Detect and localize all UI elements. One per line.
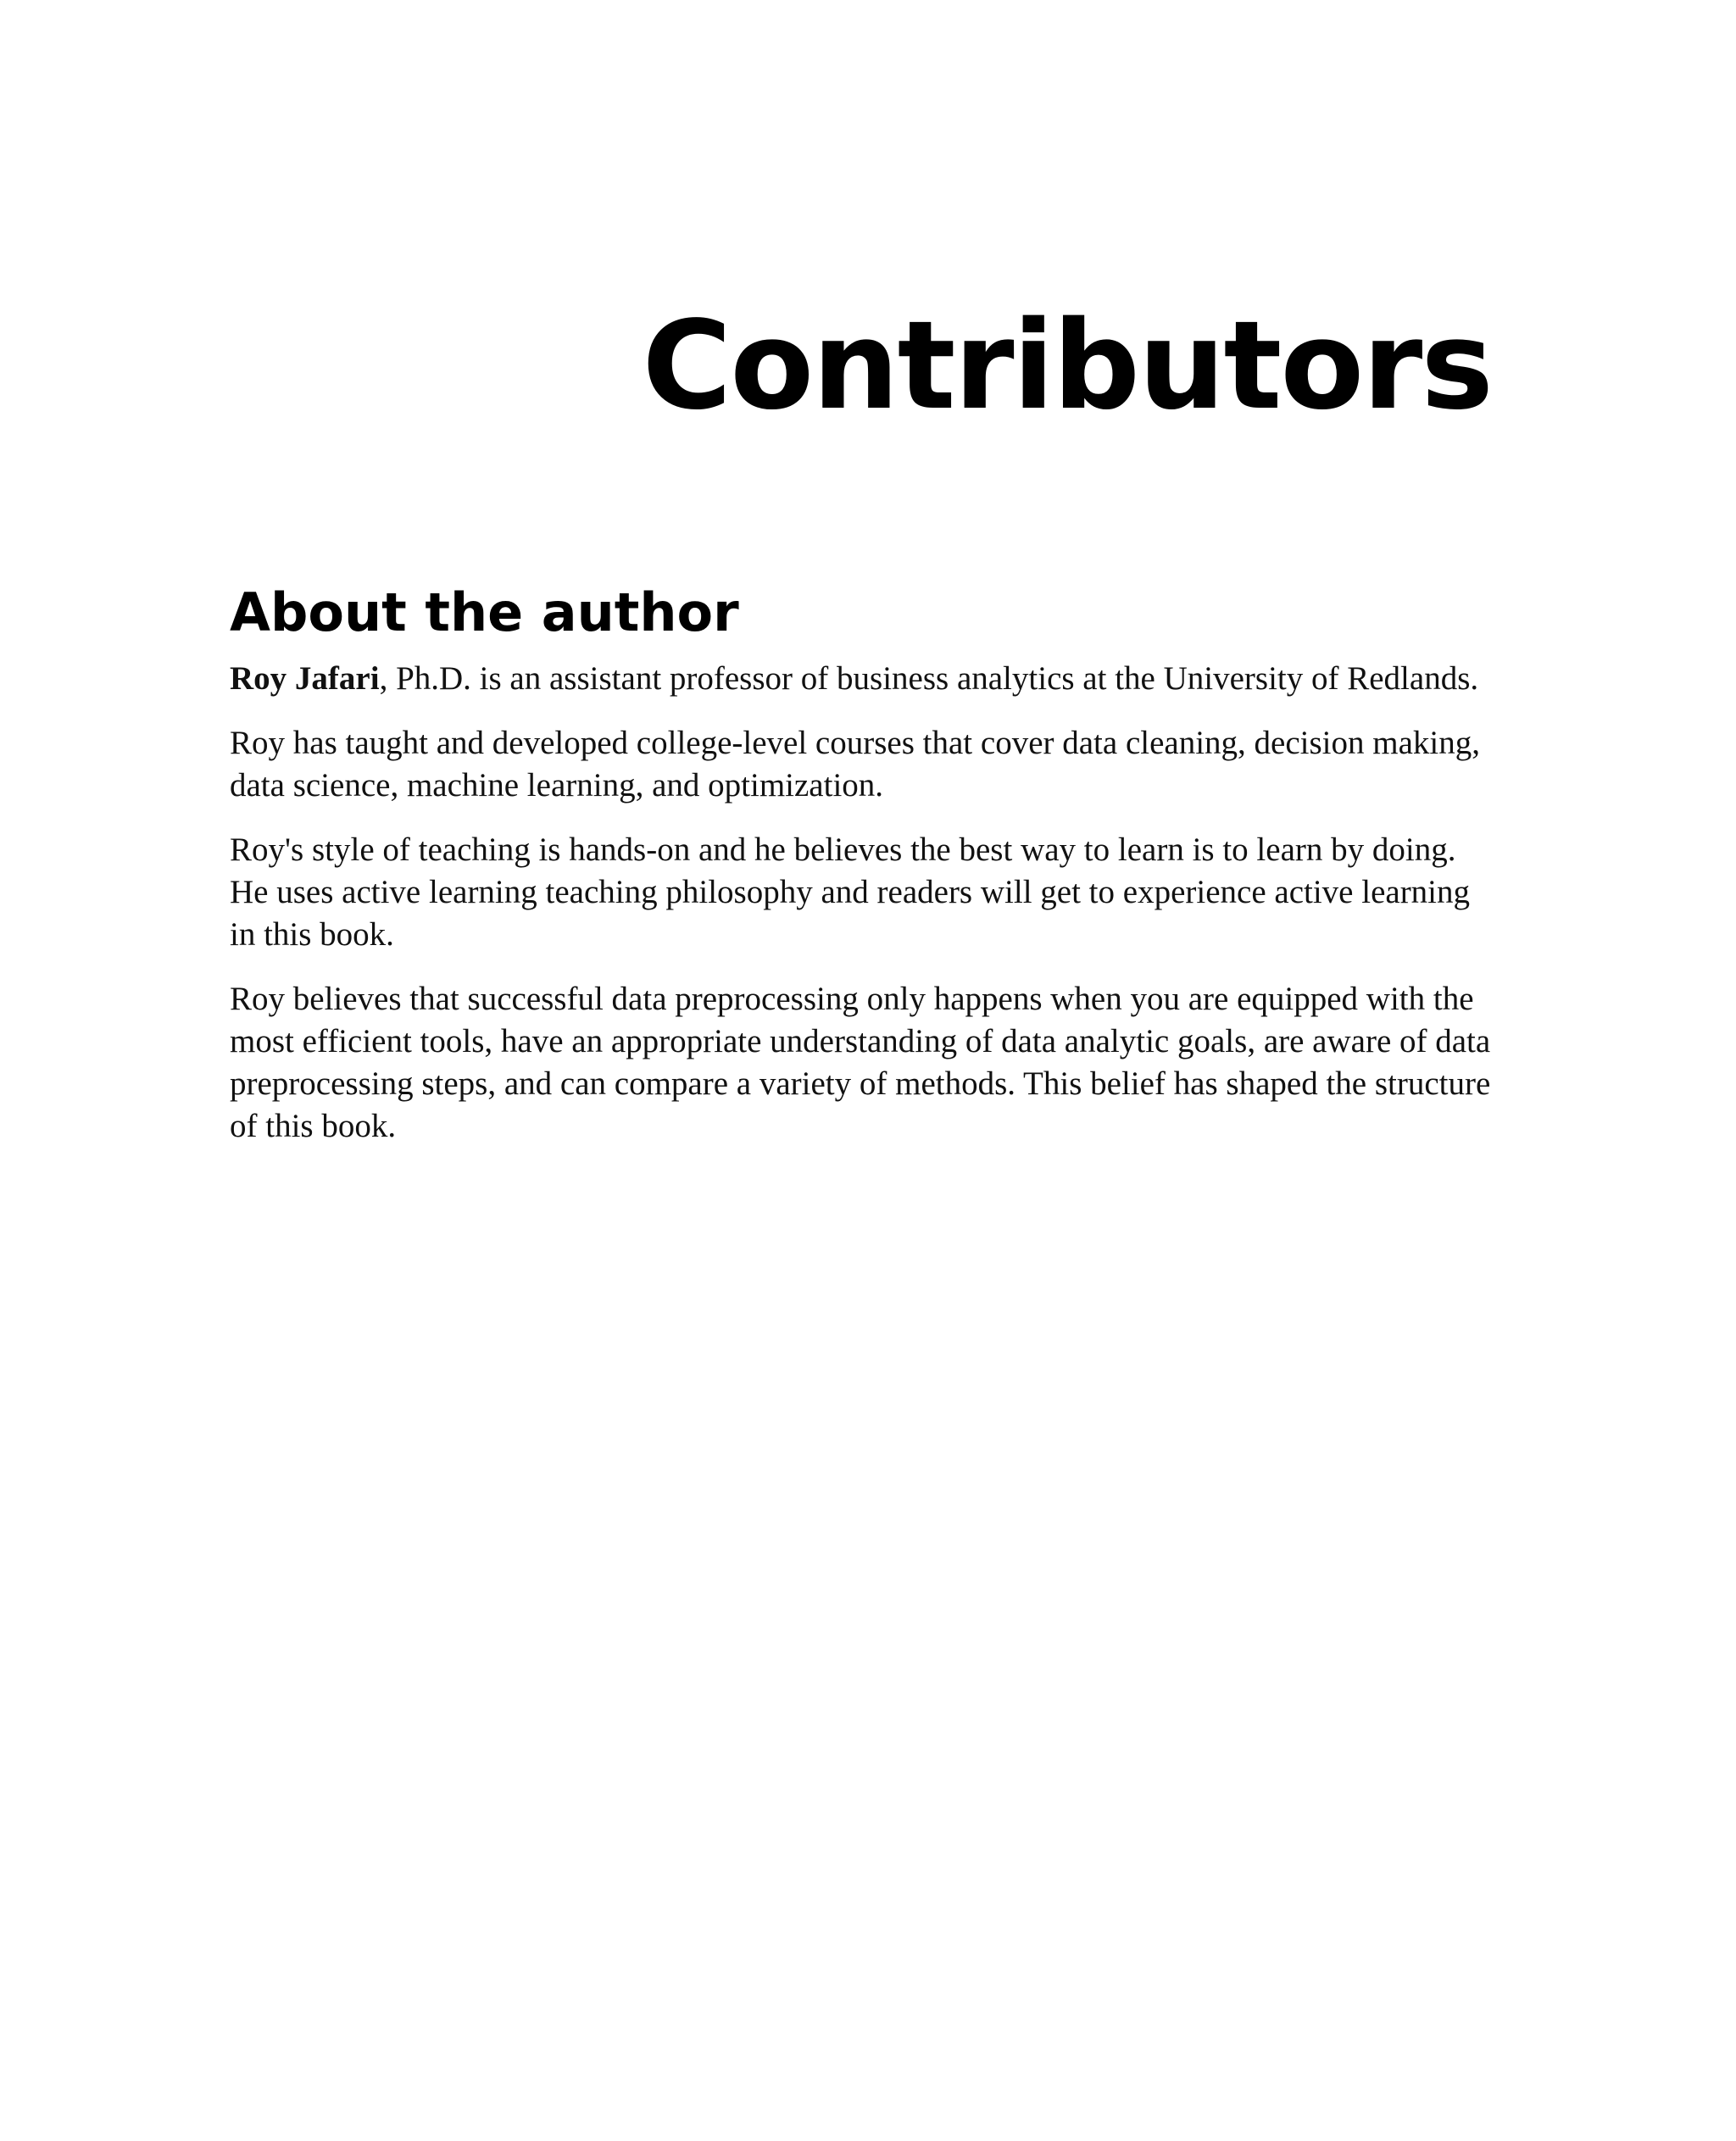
author-name: Roy Jafari: [230, 660, 380, 698]
author-intro-paragraph: [230, 658, 1501, 700]
chapter-title: Contributors: [642, 294, 1492, 437]
author-section: [230, 581, 1501, 1170]
section-heading: About the author: [230, 581, 739, 643]
author-intro-text: , Ph.D. is an assistant professor of business analytics at the University of Redlands.: [379, 660, 1479, 698]
author-courses-paragraph: Roy has taught and developed college-level courses that cover data cleaning, decision making, data science, machine learning, and optimization.: [230, 725, 1480, 804]
author-teaching-paragraph: Roy's style of teaching is hands-on and he believes the best way to learn is to learn by doing. He uses active learning teaching philosophy and readers will get to experience active learning in this book.: [230, 831, 1471, 954]
author-belief-paragraph: Roy believes that successful data preprocessing only happens when you are equipped with the most efficient tools, have an appropriate understanding of data analytic goals, are aware of data preprocessing steps, and can compare a variety of methods. This belief has shaped the structure of this book.: [230, 981, 1491, 1145]
